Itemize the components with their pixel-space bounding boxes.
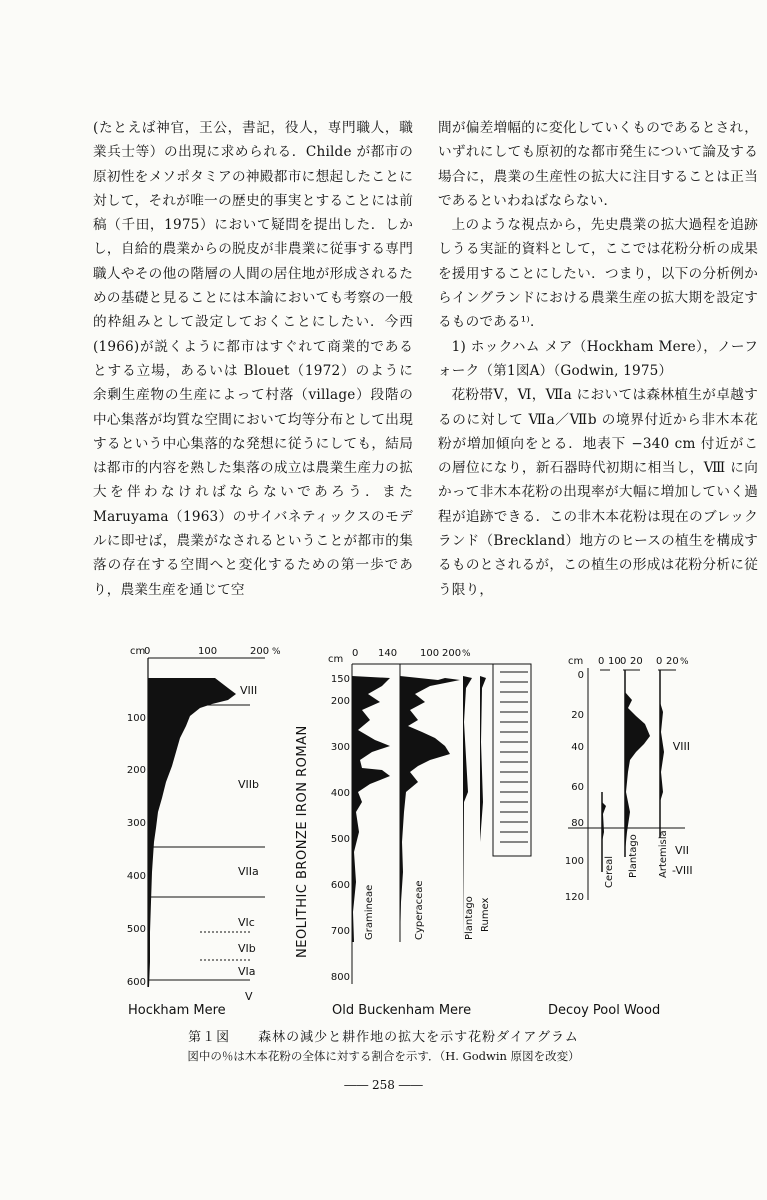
tick-label: 10 [608,656,621,667]
depth-tick: 100 [564,856,584,867]
unit-label: % [462,649,471,659]
depth-tick: 150 [330,674,350,685]
tick-label: 0 [620,656,627,667]
taxon-label: Rumex [480,897,491,932]
zone-label: VIb [238,942,256,955]
unit-label: cm [568,656,584,667]
tick-label: 0 [352,648,359,659]
taxon-label: Cereal [604,855,615,888]
depth-tick: 800 [330,972,350,983]
paragraph: (たとえば神官，王公，書記，役人，専門職人，職業兵士等）の出現に求められる．Childe が都市の原初性をメソポタミアの神殿都市に想起したことに対して，それが唯一の歴史的事実とすることには前稿（千田，1975）において疑問を提出した．しかし，自給的農業からの脱皮が非農業に従事する専門職人やその他の階層の人間の居住地が形成されるための基礎と見ることには本論においても考察の一般的枠組みとして設定しておくことにしたい．今西(1966)が説くように都市はすぐれて商業的であるとする立場，あるいは Blouet（1972）のように余剰生産物の生産によって村落（village）段階の中心集落が均質な空間において均等分布として出現するという中心集落的な発想に従うにしても，結局は都市的内容を熟した集落の成立は農業生産力の拡大を伴わなければならないであろう．また Maruyama（1963）のサイバネティックスのモデルに即せば，農業がなされるということが都市的集落の存在する空間へと変化するための第一歩であり，農業生産を通じて空 [93,120,413,598]
zone-label: VII [675,844,690,857]
depth-tick: 100 [126,713,146,724]
depth-tick: 600 [330,880,350,891]
period-axis-label: NEOLITHIC BRONZE IRON ROMAN [295,725,310,958]
taxon-label: Gramineae [364,884,375,940]
zone-label: VIc [238,916,255,929]
depth-tick: 80 [571,818,584,829]
paragraph: 1) ホックハム メア（Hockham Mere），ノーフォーク（第1図A）（Godwin, 1975） [438,338,758,379]
zone-label: VIIb [238,778,259,791]
site-name: Old Buckenham Mere [332,1003,472,1018]
tick-label: 20 [666,656,679,667]
tick-label: 100 [420,648,440,659]
depth-tick: 400 [330,788,350,799]
unit-label: cm [328,654,344,665]
depth-tick: 40 [571,742,584,753]
page-number: ―― 258 ―― [344,1078,423,1092]
pollen-diagram-figure [100,642,693,1026]
zone-label: -VIII [672,864,693,877]
tick-label: 100 [198,646,218,657]
tick-label: 0 [656,656,663,667]
tick-label: 20 [630,656,643,667]
depth-tick: 200 [330,696,350,707]
depth-tick: 120 [564,892,584,903]
depth-tick: 500 [330,834,350,845]
site-name: Hockham Mere [128,1003,226,1018]
depth-tick: 200 [126,765,146,776]
zone-label: V [245,990,253,1003]
paragraph: 上のような視点から，先史農業の拡大過程を追跡しうる実証的資料として，ここでは花粉分析の成果を援用することにしたい．つまり，以下の分析例からイングランドにおける農業生産の拡大期を設定するものである¹⁾． [438,217,758,331]
zone-label: VIII [672,740,690,753]
taxon-label: Cyperaceae [414,880,425,940]
site-name: Decoy Pool Wood [548,1003,661,1018]
zone-label: VIIa [238,865,259,878]
tick-label: 0 [144,646,151,657]
depth-tick: 700 [330,926,350,937]
tick-label: 200 [250,646,270,657]
depth-tick: 20 [571,710,584,721]
paragraph: 花粉帯Ⅴ，Ⅵ，Ⅶa においては森林植生が卓越するのに対して Ⅶa／Ⅶb の境界付近から非木本花粉が増加傾向をとる．地表下 −340 cm 付近がこの層位になり，新石器時代初期に相当し，Ⅷ に向かって非木本花粉の出現率が大幅に増加していく過程が追跡できる．この非木本花粉は現在のブレックランド（Breckland）地方のヒースの植生を構成するものとされるが，この植生の形成は花粉分析に従う限り， [438,387,758,598]
left-text-column [93,116,413,602]
zone-label: VIa [238,965,256,978]
depth-tick: 500 [126,924,146,935]
unit-label: % [680,657,689,667]
tick-label: 0 [598,656,605,667]
decoy-pool-wood-diagram [548,656,693,1018]
right-text-column [438,116,758,602]
figure-caption-title: 第１図 森林の減少と耕作地の拡大を示す花粉ダイアグラム [188,1030,579,1045]
depth-tick: 300 [126,818,146,829]
taxon-label: Plantago [628,834,639,878]
depth-tick: 300 [330,742,350,753]
depth-tick: 0 [577,670,584,681]
tick-label: 140 [378,648,398,659]
figure-caption-note: 図中の％は木本花粉の全体に対する割合を示す．（H. Godwin 原図を改変） [187,1049,580,1063]
depth-tick: 400 [126,871,146,882]
unit-label: cm [130,646,146,657]
taxon-label: Plantago [464,896,475,940]
old-buckenham-mere-diagram [295,648,531,1018]
paragraph: 間が偏差増幅的に変化していくものであるとされ，いずれにしても原初的な都市発生について論及する場合に，農業の生産性の拡大に注目することは正当であるといわねばならない． [438,120,758,209]
taxon-label: Artemisia [658,830,669,878]
hockham-mere-diagram [127,646,281,1018]
tick-label: 200 [442,648,462,659]
zone-label: VIII [240,684,258,697]
depth-tick: 600 [126,977,146,988]
depth-tick: 60 [571,782,584,793]
unit-label: % [272,647,281,657]
